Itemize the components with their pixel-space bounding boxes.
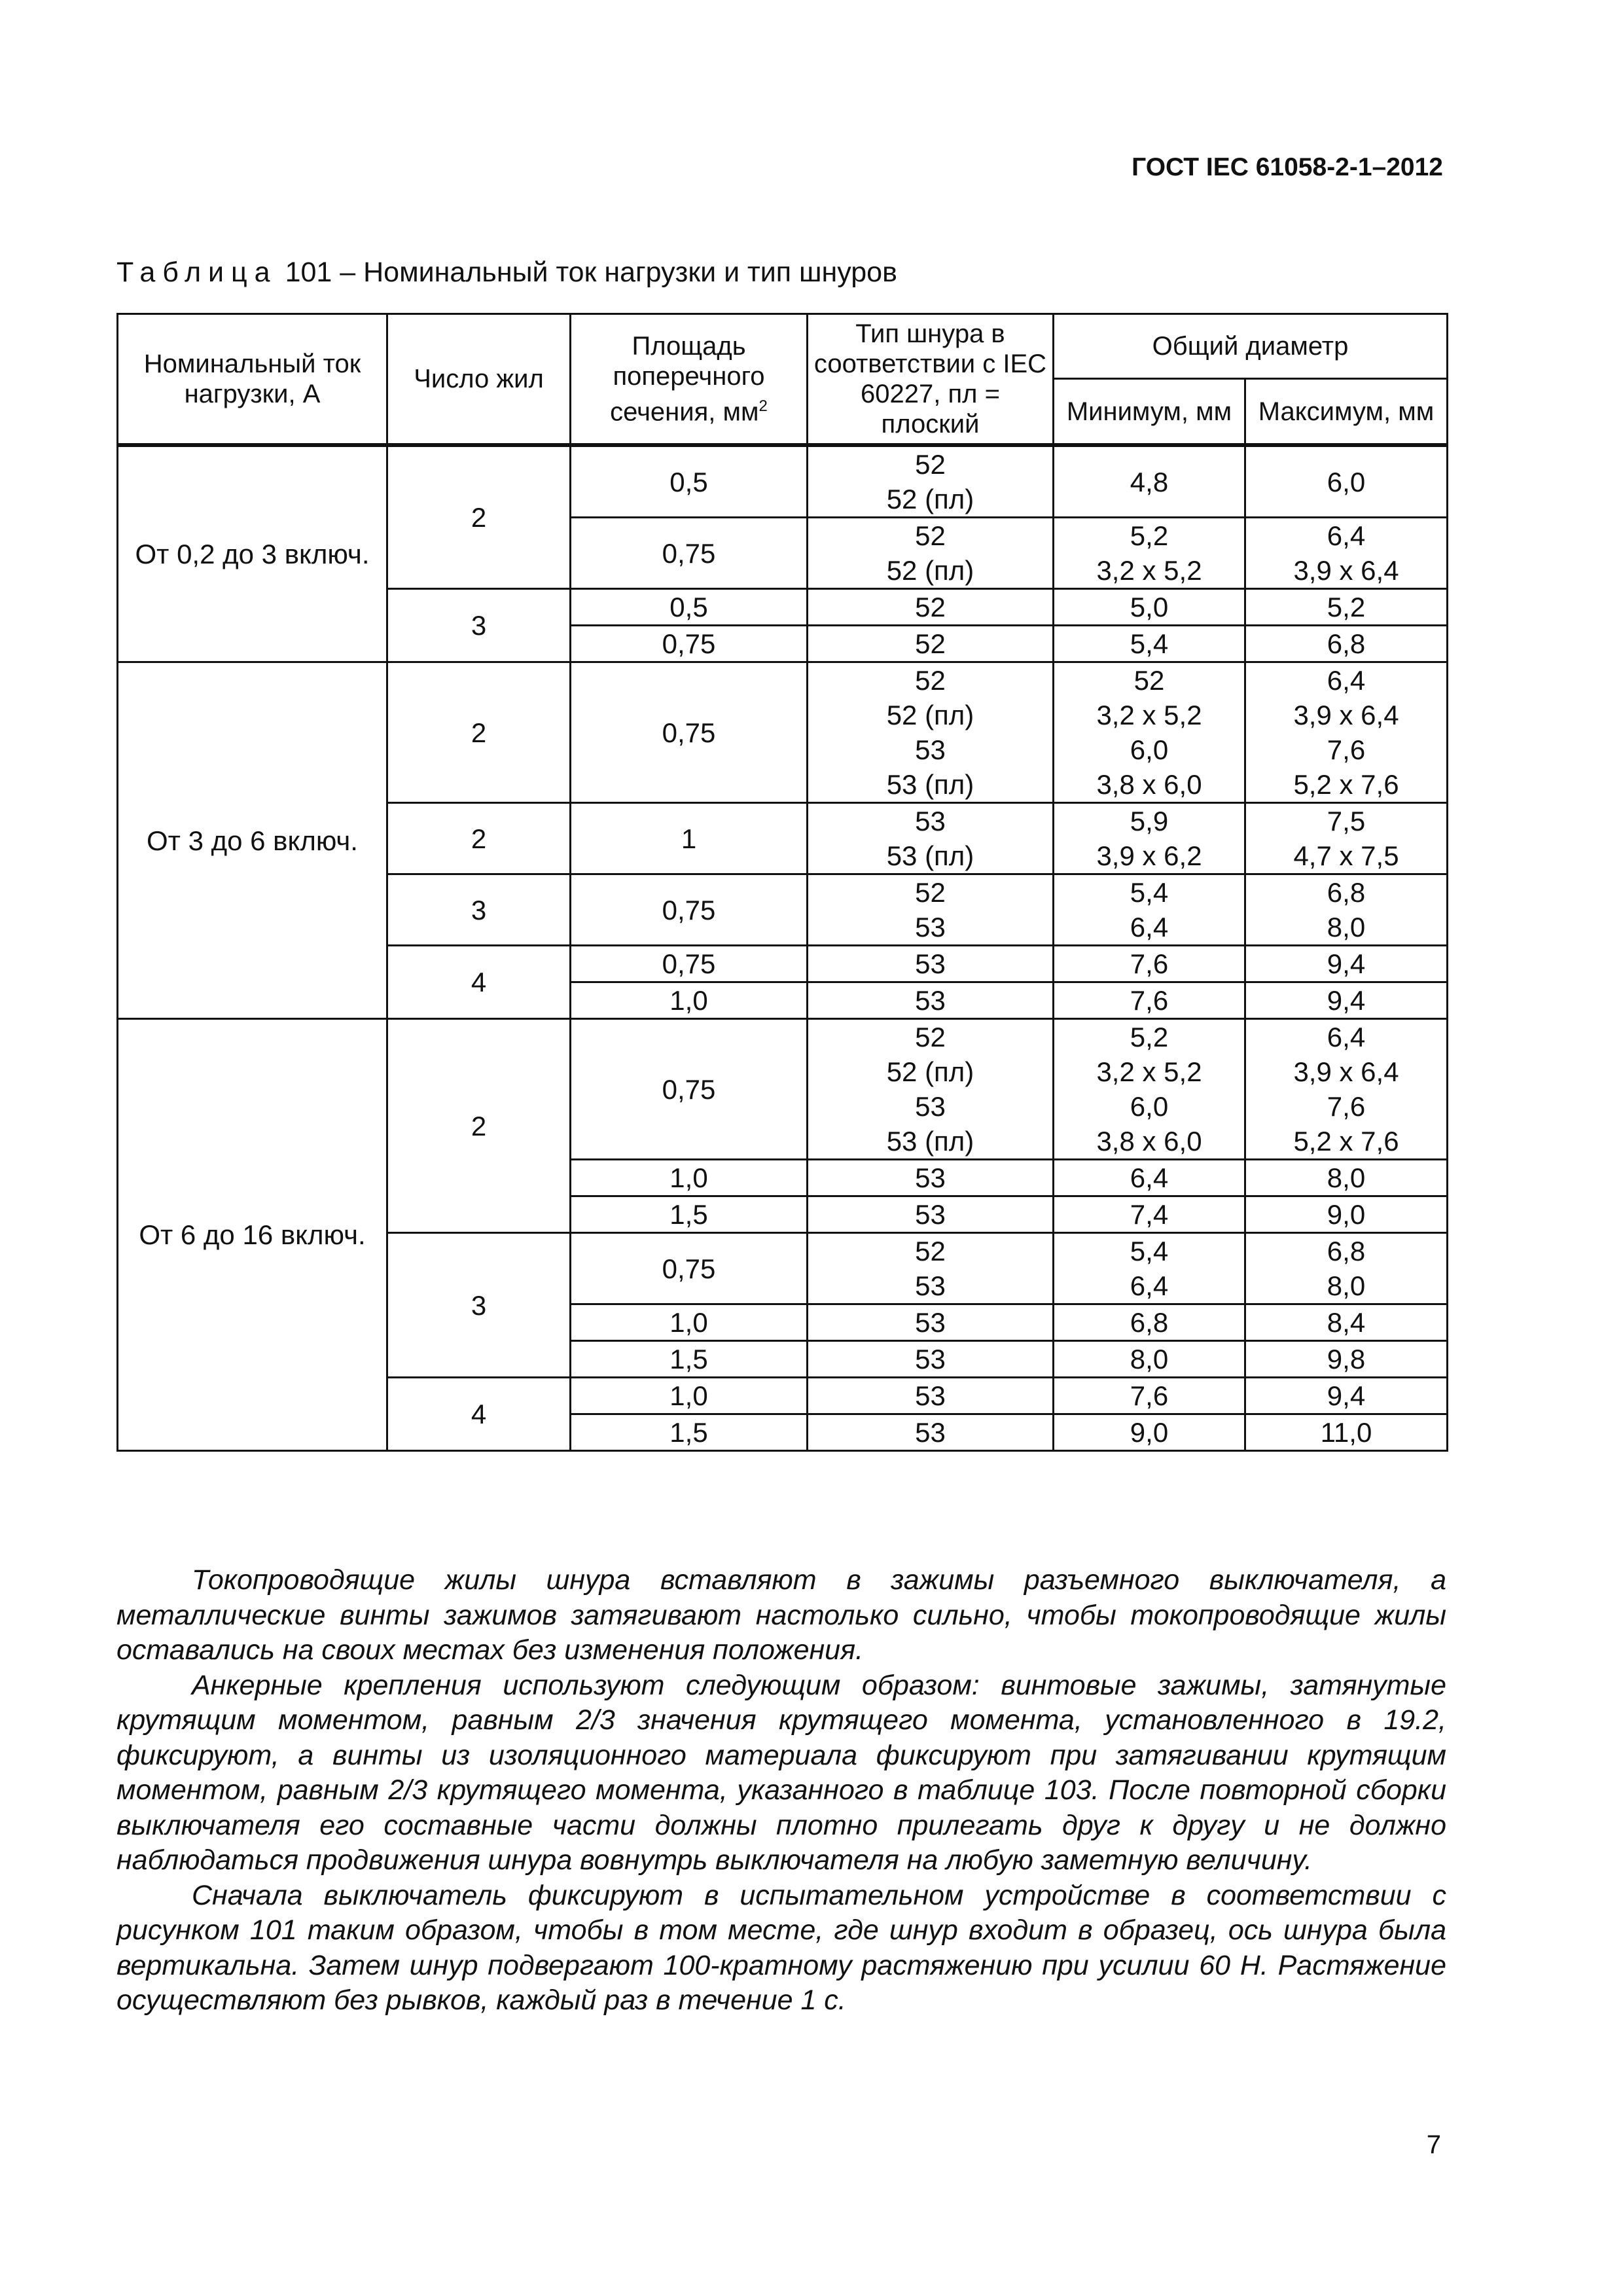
cell-cord-type <box>808 1341 1054 1378</box>
cell-line: 52 <box>915 1236 946 1266</box>
cell-line: 53 <box>915 912 946 942</box>
cell-min <box>1054 946 1245 982</box>
cell-area: 0,75 <box>571 518 808 589</box>
cell-area: 0,5 <box>571 445 808 518</box>
paragraph: Анкерные крепления используют следующим образом: винтовые зажимы, затянутые крутящим моментом, равным 2/3 значения крутящего момента, установленного в 19.2, фиксируют, а винты из изоляционного материала фиксируют при затягивании крутящим моментом, равным 2/3 крутящего момента, указанного в таблице 103. После повторной сборки выключателя его составные части должны плотно прилегать друг к другу и не должно наблюдаться продвижения шнура вовнутрь выключателя на любую заметную величину. <box>116 1669 1446 1876</box>
cell-line: 6,4 <box>1327 1022 1366 1052</box>
cell-line: 7,6 <box>1130 948 1169 979</box>
cell-line: 7,6 <box>1130 985 1169 1016</box>
cell-line: 6,8 <box>1130 1307 1169 1338</box>
cell-max <box>1245 1196 1448 1233</box>
cell-line: 53 <box>915 734 946 765</box>
cell-line: 11,0 <box>1320 1417 1372 1448</box>
cell-area: 0,75 <box>571 1019 808 1160</box>
cell-line: 53 <box>915 948 946 979</box>
cell-line: 6,8 <box>1327 1236 1366 1266</box>
cell-line: 52 <box>1133 665 1165 696</box>
cell-line: 6,4 <box>1327 520 1366 551</box>
cell-line: 52 <box>915 1022 946 1052</box>
cell-line: 3,8 x 6,0 <box>1096 769 1202 800</box>
cell-line: 5,4 <box>1130 877 1169 908</box>
body-text <box>116 1563 1446 2018</box>
table-header-row <box>118 314 1448 379</box>
cell-cores: 2 <box>387 445 571 589</box>
cell-line: 8,4 <box>1327 1307 1366 1338</box>
cell-cores: 3 <box>387 1233 571 1378</box>
cell-line: 52 <box>915 520 946 551</box>
cell-line: 53 (пл) <box>886 840 974 871</box>
paragraph: Токопроводящие жилы шнура вставляют в зажимы разъемного выключателя, а металлические винты зажимов затягивают настолько сильно, чтобы токопроводящие жилы оставались на своих местах без изменения положения. <box>116 1564 1446 1666</box>
cell-line: 53 <box>915 806 946 836</box>
cell-area: 0,75 <box>571 1233 808 1304</box>
cell-min <box>1054 1160 1245 1196</box>
cell-max <box>1245 1341 1448 1378</box>
cell-line: 5,2 <box>1130 1022 1169 1052</box>
cell-line: 52 <box>915 665 946 696</box>
cell-line: 6,0 <box>1130 1091 1169 1122</box>
cell-max <box>1245 1233 1448 1304</box>
cell-line: 5,2 <box>1327 592 1366 622</box>
header-cores: Число жил <box>387 314 571 446</box>
page-number: 7 <box>1426 2130 1441 2159</box>
cell-max <box>1245 662 1448 803</box>
cell-cord-type <box>808 1304 1054 1341</box>
cell-area: 1,0 <box>571 982 808 1019</box>
cell-line: 53 <box>915 985 946 1016</box>
cell-min <box>1054 589 1245 626</box>
cell-line: 53 <box>915 1091 946 1122</box>
cell-line: 5,2 x 7,6 <box>1293 769 1399 800</box>
cell-line: 7,6 <box>1130 1380 1169 1411</box>
cell-line: 9,0 <box>1130 1417 1169 1448</box>
cell-max <box>1245 803 1448 874</box>
cell-line: 6,4 <box>1327 665 1366 696</box>
cell-cores: 2 <box>387 662 571 803</box>
cell-area: 1,5 <box>571 1341 808 1378</box>
cell-area: 0,75 <box>571 946 808 982</box>
cell-min <box>1054 1414 1245 1451</box>
cell-line: 53 <box>915 1199 946 1230</box>
cell-line: 3,8 x 6,0 <box>1096 1126 1202 1157</box>
cell-line: 53 <box>915 1344 946 1374</box>
cell-line: 53 <box>915 1162 946 1193</box>
cell-cores: 3 <box>387 589 571 662</box>
cell-max <box>1245 445 1448 518</box>
cell-min <box>1054 626 1245 662</box>
cell-line: 9,8 <box>1327 1344 1366 1374</box>
cell-line: 8,0 <box>1327 1162 1366 1193</box>
cell-min <box>1054 1378 1245 1414</box>
cell-line: 7,6 <box>1327 1091 1366 1122</box>
cell-line: 52 <box>915 628 946 659</box>
cell-line: 52 <box>915 877 946 908</box>
cord-table <box>116 313 1448 1452</box>
cell-min <box>1054 445 1245 518</box>
cell-line: 53 (пл) <box>886 1126 974 1157</box>
cell-line: 9,0 <box>1327 1199 1366 1230</box>
cell-cores: 4 <box>387 1378 571 1451</box>
cell-line: 5,0 <box>1130 592 1169 622</box>
cell-line: 52 (пл) <box>886 700 974 730</box>
cell-area: 1,5 <box>571 1196 808 1233</box>
cell-min <box>1054 1019 1245 1160</box>
cell-line: 8,0 <box>1327 1270 1366 1301</box>
cell-line: 7,5 <box>1327 806 1366 836</box>
cell-cord-type <box>808 1233 1054 1304</box>
cell-cord-type <box>808 1160 1054 1196</box>
cell-line: 6,8 <box>1327 628 1366 659</box>
cell-area: 1 <box>571 803 808 874</box>
table-row <box>118 445 1448 518</box>
cell-line: 9,4 <box>1327 1380 1366 1411</box>
header-area <box>571 314 808 446</box>
cell-line: 6,0 <box>1327 466 1366 497</box>
cell-max <box>1245 518 1448 589</box>
cell-line: 8,0 <box>1130 1344 1169 1374</box>
cell-area: 1,0 <box>571 1378 808 1414</box>
cell-current: От 6 до 16 включ. <box>118 1019 387 1451</box>
cell-current: От 0,2 до 3 включ. <box>118 445 387 662</box>
cell-line: 6,8 <box>1327 877 1366 908</box>
cell-area: 0,75 <box>571 874 808 946</box>
cell-line: 7,6 <box>1327 734 1366 765</box>
table-caption-text: 101 – Номинальный ток нагрузки и тип шнуров <box>285 257 897 288</box>
header-area-text: Площадь поперечного сечения, мм <box>610 331 765 427</box>
cell-area: 0,75 <box>571 626 808 662</box>
cell-line: 6,4 <box>1130 912 1169 942</box>
cell-cores: 4 <box>387 946 571 1019</box>
table-caption <box>116 257 897 289</box>
cell-line: 7,4 <box>1130 1199 1169 1230</box>
table-row <box>118 1019 1448 1160</box>
cell-cord-type <box>808 1414 1054 1451</box>
cell-line: 52 <box>915 449 946 480</box>
cell-line: 5,2 x 7,6 <box>1293 1126 1399 1157</box>
cell-cord-type <box>808 1019 1054 1160</box>
cell-line: 4,8 <box>1130 466 1169 497</box>
cell-line: 9,4 <box>1327 948 1366 979</box>
header-cord-type: Тип шнура в соответствии с IEC 60227, пл = плоский <box>808 314 1054 446</box>
cell-line: 9,4 <box>1327 985 1366 1016</box>
header-min: Минимум, мм <box>1054 379 1245 445</box>
cell-cord-type <box>808 1378 1054 1414</box>
cell-cores: 3 <box>387 874 571 946</box>
cell-line: 3,9 x 6,4 <box>1293 700 1399 730</box>
cell-area: 0,75 <box>571 662 808 803</box>
cell-cord-type <box>808 445 1054 518</box>
cell-max <box>1245 1414 1448 1451</box>
cell-max <box>1245 1019 1448 1160</box>
cell-line: 5,9 <box>1130 806 1169 836</box>
cell-min <box>1054 803 1245 874</box>
cell-line: 8,0 <box>1327 912 1366 942</box>
cell-min <box>1054 518 1245 589</box>
cell-min <box>1054 1196 1245 1233</box>
cell-line: 52 (пл) <box>886 555 974 586</box>
table-row <box>118 662 1448 803</box>
cell-cord-type <box>808 1196 1054 1233</box>
cell-line: 3,2 x 5,2 <box>1096 700 1202 730</box>
cell-cord-type <box>808 982 1054 1019</box>
cell-max <box>1245 874 1448 946</box>
cell-line: 3,2 x 5,2 <box>1096 1056 1202 1087</box>
cell-line: 6,4 <box>1130 1270 1169 1301</box>
cell-max <box>1245 1304 1448 1341</box>
cell-cord-type <box>808 946 1054 982</box>
header-max: Максимум, мм <box>1245 379 1448 445</box>
cell-line: 53 <box>915 1307 946 1338</box>
cell-max <box>1245 1160 1448 1196</box>
cell-cord-type <box>808 803 1054 874</box>
header-current: Номинальный ток нагрузки, А <box>118 314 387 446</box>
cell-max <box>1245 626 1448 662</box>
paragraph: Сначала выключатель фиксируют в испытательном устройстве в соответствии с рисунком 101 таким образом, чтобы в том месте, где шнур входит в образец, ось шнура была вертикальна. Затем шнур подвергают 100-кратному растяжению при усилии 60 Н. Растяжение осуществляют без рывков, каждый раз в течение 1 с. <box>116 1879 1446 2016</box>
cell-line: 6,0 <box>1130 734 1169 765</box>
cell-line: 53 (пл) <box>886 769 974 800</box>
cell-max <box>1245 946 1448 982</box>
cell-area: 0,5 <box>571 589 808 626</box>
cell-line: 5,4 <box>1130 1236 1169 1266</box>
cell-line: 4,7 x 7,5 <box>1293 840 1399 871</box>
cell-area: 1,5 <box>571 1414 808 1451</box>
cell-line: 53 <box>915 1270 946 1301</box>
cell-max <box>1245 589 1448 626</box>
cell-line: 5,4 <box>1130 628 1169 659</box>
cell-min <box>1054 1233 1245 1304</box>
header-diameter: Общий диаметр <box>1054 314 1448 379</box>
cell-area: 1,0 <box>571 1304 808 1341</box>
cell-cord-type <box>808 874 1054 946</box>
cell-cores: 2 <box>387 803 571 874</box>
cell-min <box>1054 662 1245 803</box>
cell-line: 6,4 <box>1130 1162 1169 1193</box>
cell-line: 5,2 <box>1130 520 1169 551</box>
cell-cord-type <box>808 518 1054 589</box>
cell-line: 3,9 x 6,4 <box>1293 1056 1399 1087</box>
cell-current: От 3 до 6 включ. <box>118 662 387 1019</box>
cell-max <box>1245 1378 1448 1414</box>
cell-line: 3,9 x 6,4 <box>1293 555 1399 586</box>
cell-cord-type <box>808 626 1054 662</box>
cell-min <box>1054 982 1245 1019</box>
cell-area: 1,0 <box>571 1160 808 1196</box>
cell-line: 52 (пл) <box>886 484 974 514</box>
cell-line: 52 <box>915 592 946 622</box>
cell-line: 52 (пл) <box>886 1056 974 1087</box>
cell-line: 3,9 x 6,2 <box>1096 840 1202 871</box>
table-body <box>118 445 1448 1451</box>
cell-min <box>1054 874 1245 946</box>
cell-line: 53 <box>915 1380 946 1411</box>
cell-line: 3,2 x 5,2 <box>1096 555 1202 586</box>
cell-cores: 2 <box>387 1019 571 1233</box>
header-area-exponent: 2 <box>758 397 768 415</box>
document-code: ГОСТ IEC 61058-2-1–2012 <box>1132 153 1443 181</box>
cell-cord-type <box>808 589 1054 626</box>
cell-min <box>1054 1304 1245 1341</box>
cell-line: 53 <box>915 1417 946 1448</box>
cell-cord-type <box>808 662 1054 803</box>
cell-min <box>1054 1341 1245 1378</box>
cell-max <box>1245 982 1448 1019</box>
table-caption-word: Таблица <box>116 257 277 288</box>
